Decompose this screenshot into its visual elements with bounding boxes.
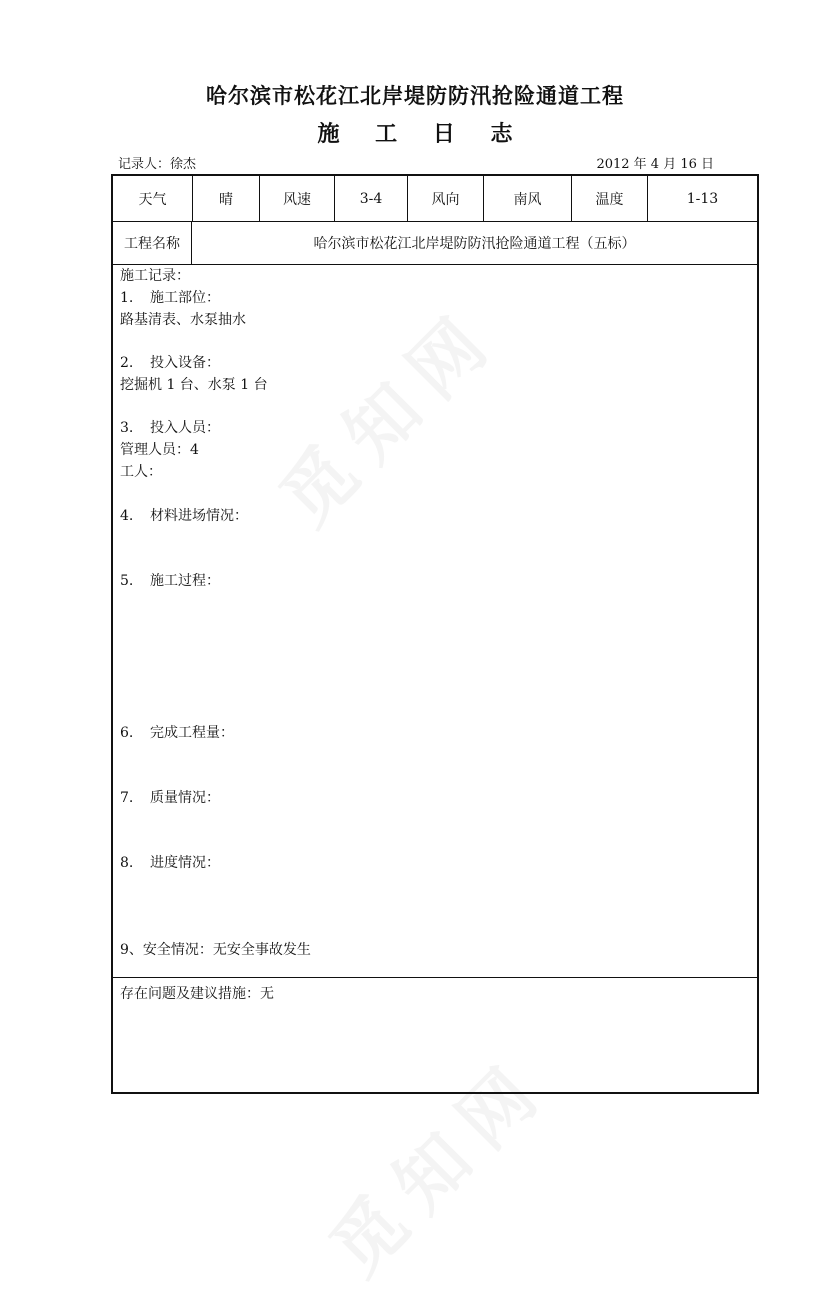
item-number: 1. <box>120 290 134 306</box>
wind-speed-label: 风速 <box>260 176 335 221</box>
records-heading: 施工记录： <box>120 268 190 284</box>
page-title: 哈尔滨市松花江北岸堤防防汛抢险通道工程 <box>206 84 624 108</box>
record-item-equipment <box>120 354 220 372</box>
project-value: 哈尔滨市松花江北岸堤防防汛抢险通道工程（五标） <box>313 235 636 252</box>
item-label: 材料进场情况： <box>150 508 248 524</box>
construction-records <box>113 264 757 978</box>
item-label: 投入人员： <box>150 420 220 436</box>
item-number: 4. <box>120 508 134 524</box>
weather-row <box>113 176 757 222</box>
log-date: 2012 年 4 月 16 日 <box>596 157 714 172</box>
item-number: 5. <box>120 573 134 589</box>
record-item-process <box>120 572 220 590</box>
log-sheet <box>111 174 759 1094</box>
item-content: 管理人员：4 <box>120 442 199 458</box>
record-item-materials <box>120 507 248 525</box>
temperature-label: 温度 <box>572 176 648 221</box>
weather-value: 晴 <box>193 176 260 221</box>
recorder: 记录人：徐杰 <box>118 157 197 172</box>
item-label: 投入设备： <box>150 355 220 371</box>
item-content: 工人： <box>120 464 162 480</box>
item-number: 8. <box>120 855 134 871</box>
record-item-location <box>120 289 220 307</box>
item-label: 施工部位： <box>150 290 220 306</box>
item-label: 进度情况： <box>150 855 220 871</box>
record-item-progress <box>120 854 220 872</box>
item-number: 6. <box>120 725 134 741</box>
item-number: 3. <box>120 420 134 436</box>
wind-speed-value: 3-4 <box>335 176 408 221</box>
issues-and-measures: 存在问题及建议措施：无 <box>120 986 274 1002</box>
item-content: 路基清表、水泵抽水 <box>120 312 246 328</box>
item-number: 2. <box>120 355 134 371</box>
item-content: 挖掘机 1 台、水泵 1 台 <box>120 377 268 393</box>
page-subtitle: 施 工 日 志 <box>317 122 527 147</box>
item-number: 7. <box>120 790 134 806</box>
record-item-quality <box>120 789 220 807</box>
project-label: 工程名称 <box>113 221 192 264</box>
weather-label: 天气 <box>113 176 193 221</box>
record-item-quantity <box>120 724 234 742</box>
record-item-personnel <box>120 419 220 437</box>
wind-direction-value: 南风 <box>484 176 572 221</box>
item-label: 质量情况： <box>150 790 220 806</box>
project-row <box>113 221 757 265</box>
temperature-value: 1-13 <box>686 190 719 207</box>
item-label: 施工过程： <box>150 573 220 589</box>
item-label: 完成工程量： <box>150 725 234 741</box>
record-item-safety: 9、安全情况：无安全事故发生 <box>120 942 311 958</box>
wind-direction-label: 风向 <box>408 176 484 221</box>
